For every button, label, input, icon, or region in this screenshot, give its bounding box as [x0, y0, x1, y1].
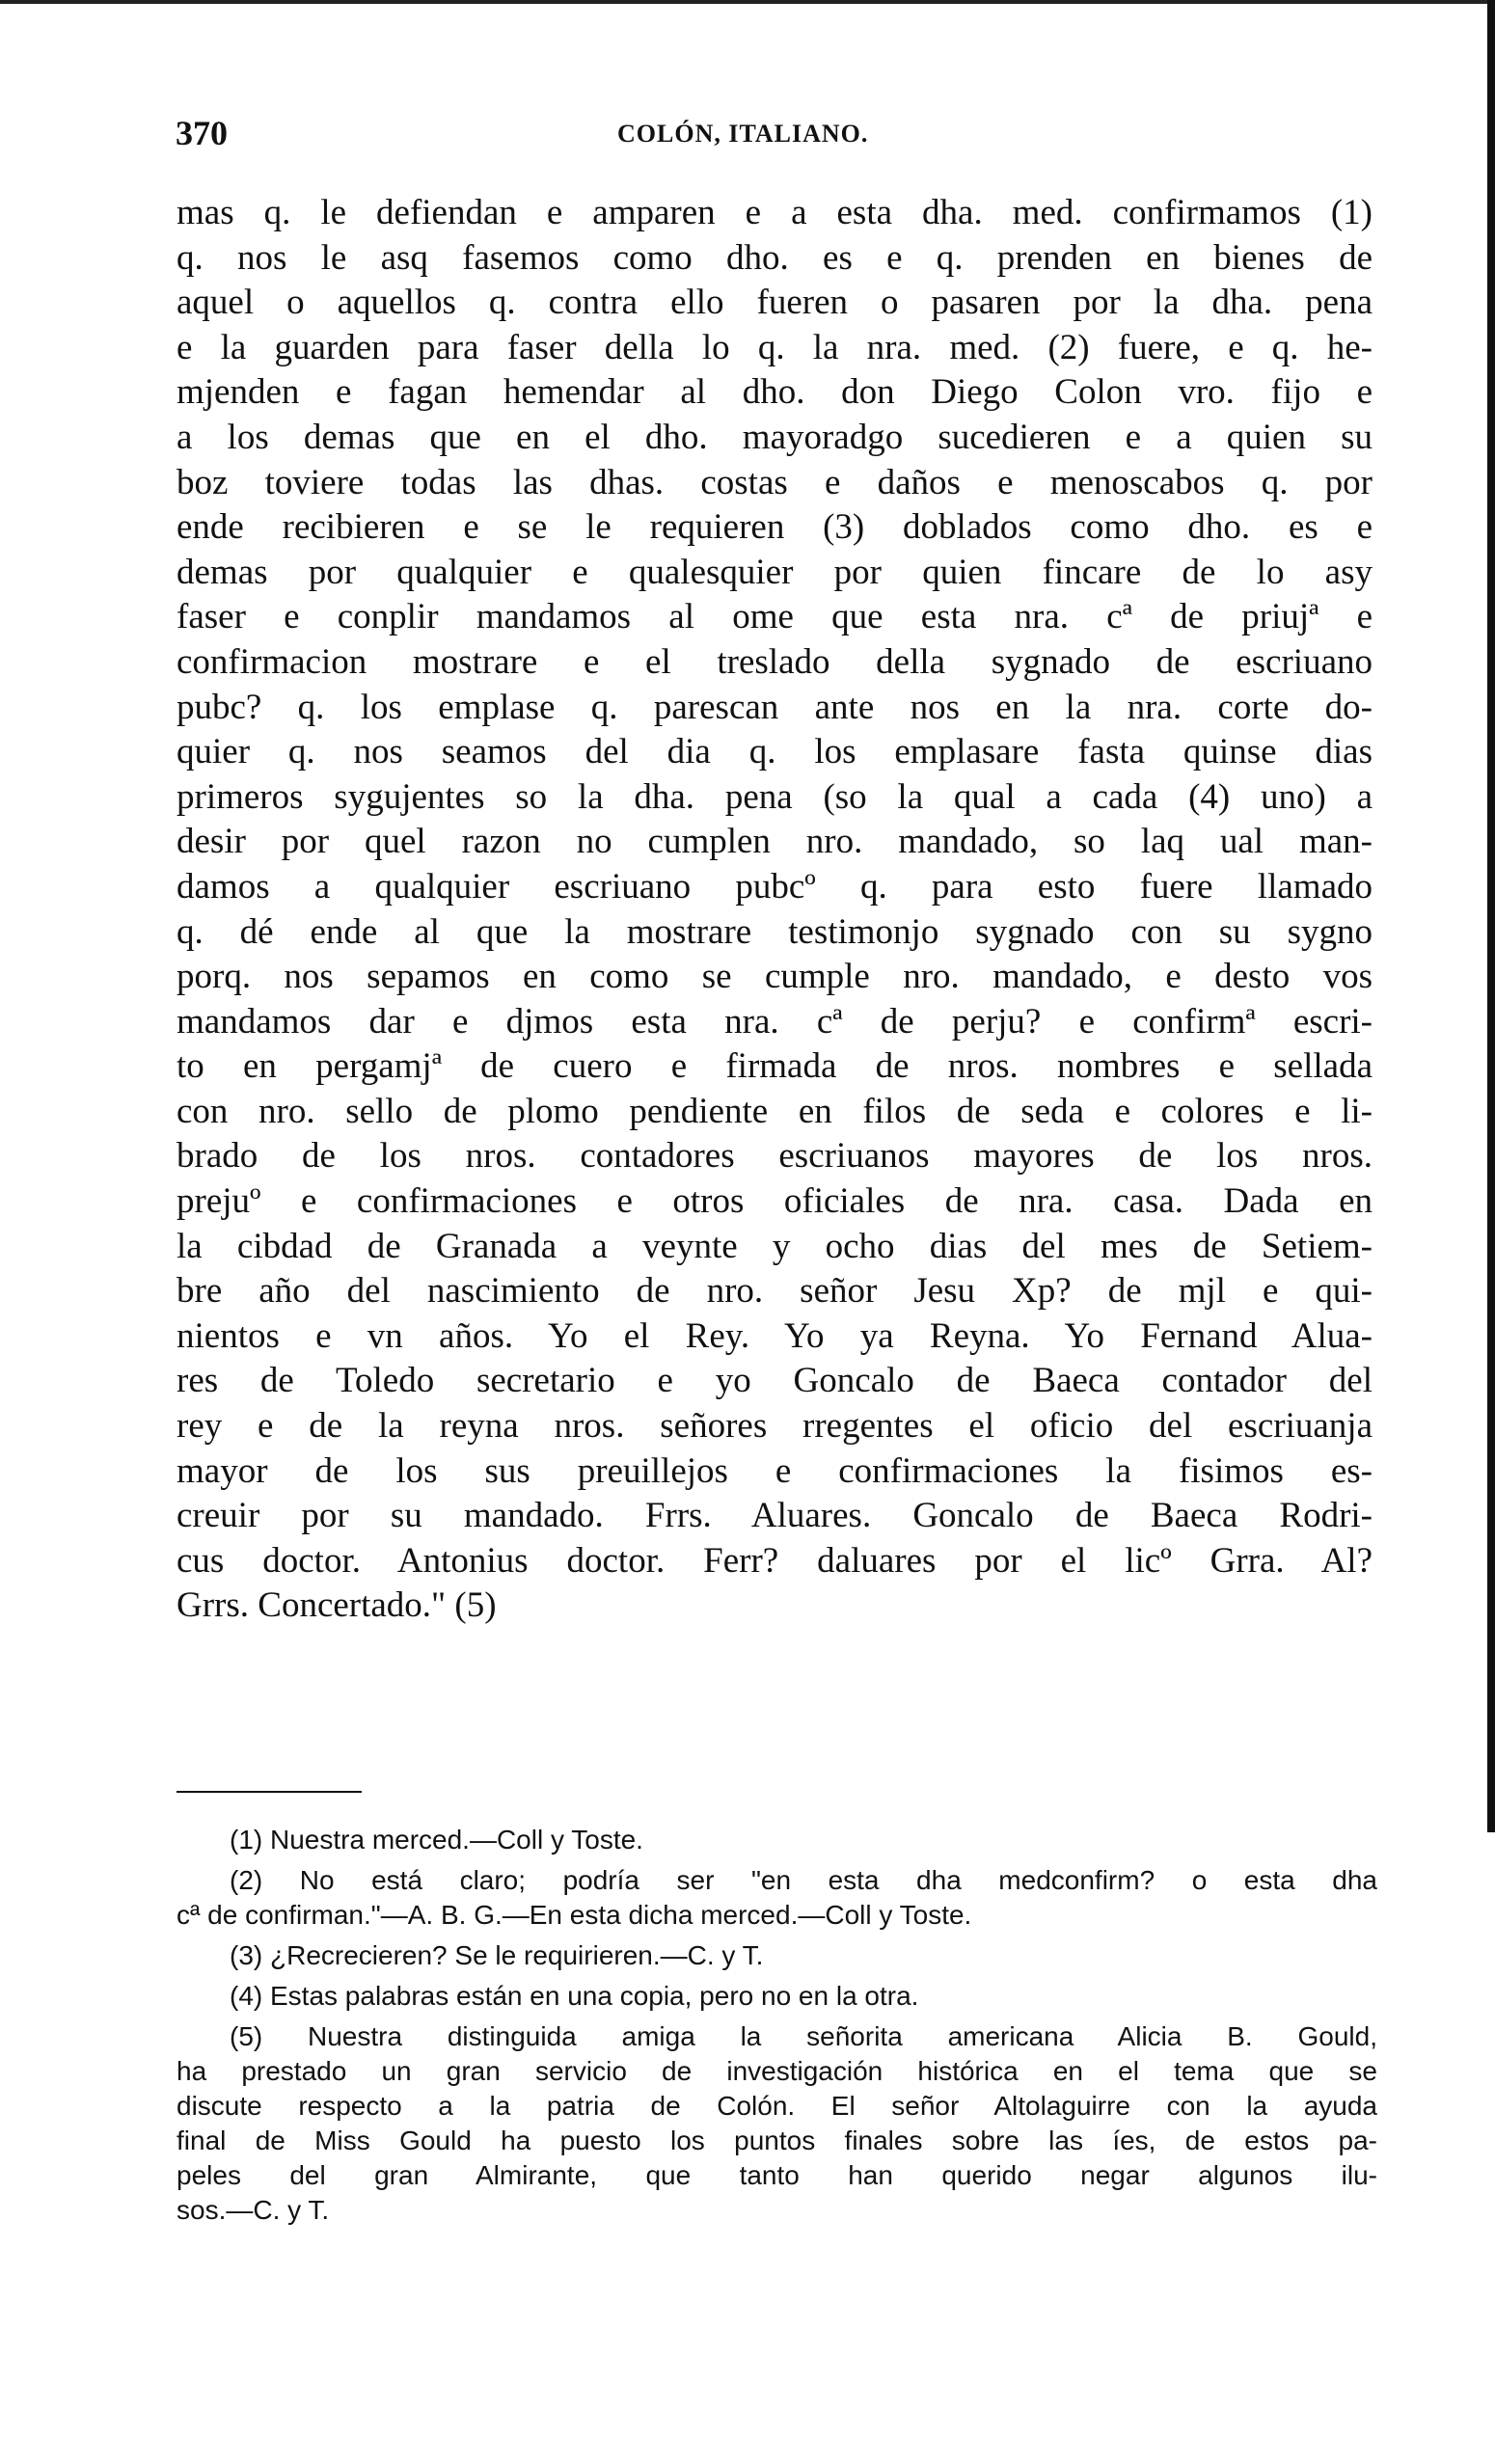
page-number: 370 [176, 114, 228, 152]
footnote [177, 1938, 1377, 1973]
footnote [177, 1979, 1377, 2014]
footnote-line: discute respecto a la patria de Colón. El señor Altolaguirre con la ayuda [177, 2091, 1377, 2121]
body-text [177, 191, 1373, 1629]
body-line: damos a qualquier escriuano pubcº q. para esto fuere llamado [177, 866, 1373, 907]
body-line: mjenden e fagan hemendar al dho. don Diego Colon vro. fijo e [177, 372, 1373, 413]
footnote-line: sos.—C. y T. [177, 2195, 330, 2225]
body-line: bre año del nascimiento de nro. señor Jesu Xp? de mjl e qui- [177, 1271, 1373, 1312]
body-line: cus doctor. Antonius doctor. Ferr? daluares por el licº Grra. Al? [177, 1540, 1373, 1581]
body-line: e la guarden para faser della lo q. la nra. med. (2) fuere, e q. he- [177, 327, 1373, 367]
running-title: COLÓN, ITALIANO. [617, 120, 869, 148]
footnote-line: (5) Nuestra distinguida amiga la señorita americana Alicia B. Gould, [230, 2021, 1377, 2051]
body-line: porq. nos sepamos en como se cumple nro. mandado, e desto vos [177, 957, 1373, 997]
body-line: nientos e vn años. Yo el Rey. Yo ya Reyna. Yo Fernand Alua- [177, 1315, 1373, 1356]
body-line: brado de los nros. contadores escriuanos mayores de los nros. [177, 1136, 1373, 1177]
footnote [177, 1823, 1377, 1857]
body-line: creuir por su mandado. Frrs. Aluares. Goncalo de Baeca Rodri- [177, 1496, 1373, 1536]
footnote-line: (1) Nuestra merced.—Coll y Toste. [230, 1825, 643, 1855]
body-line: rey e de la reyna nros. señores rregentes el oficio del escriuanja [177, 1406, 1373, 1447]
body-line: desir por quel razon no cumplen nro. mandado, so laq ual man- [177, 822, 1373, 862]
footnote-line: ha prestado un gran servicio de investigación histórica en el tema que se [177, 2056, 1377, 2086]
footnote-line: final de Miss Gould ha puesto los puntos finales sobre las íes, de estos pa- [177, 2126, 1377, 2155]
body-line: mas q. le defiendan e amparen e a esta dha. med. confirmamos (1) [177, 193, 1373, 232]
body-line: a los demas que en el dho. mayoradgo sucedieren e a quien su [177, 417, 1373, 457]
footnote-line: (2) No está claro; podría ser "en esta dha medconfirm? o esta dha [230, 1865, 1377, 1895]
footnote-line: (4) Estas palabras están en una copia, pero no en la otra. [230, 1981, 919, 2011]
footnotes [177, 1823, 1377, 2234]
body-line: q. nos le asq fasemos como dho. es e q. prenden en bienes de [177, 237, 1373, 278]
footnote [177, 2019, 1377, 2228]
body-line: primeros sygujentes so la dha. pena (so la qual a cada (4) uno) a [177, 776, 1373, 817]
footnote-separator [177, 1791, 362, 1793]
body-line: Grrs. Concertado." (5) [177, 1585, 497, 1626]
body-line: mandamos dar e djmos esta nra. cª de perju? e confirmª escri- [177, 1001, 1373, 1042]
top-border-rule [0, 0, 1490, 4]
body-line: to en pergamjª de cuero e firmada de nros. nombres e sellada [177, 1046, 1373, 1087]
body-line: prejuº e confirmaciones e otros oficiales de nra. casa. Dada en [177, 1181, 1373, 1222]
body-line: demas por qualquier e qualesquier por quien fincare de lo asy [177, 552, 1373, 592]
body-line: q. dé ende al que la mostrare testimonjo sygnado con su sygno [177, 911, 1373, 952]
footnote-line: cª de confirman."—A. B. G.—En esta dicha merced.—Coll y Toste. [177, 1900, 972, 1930]
body-line: faser e conplir mandamos al ome que esta nra. cª de priujª e [177, 597, 1373, 637]
body-line: aquel o aquellos q. contra ello fueren o pasaren por la dha. pena [177, 283, 1373, 323]
body-line: confirmacion mostrare e el treslado della sygnado de escriuano [177, 641, 1373, 682]
body-line: ende recibieren e se le requieren (3) doblados como dho. es e [177, 507, 1373, 548]
body-line: pubc? q. los emplase q. parescan ante nos en la nra. corte do- [177, 687, 1373, 727]
body-line: la cibdad de Granada a veynte y ocho dias del mes de Setiem- [177, 1226, 1373, 1266]
body-line: mayor de los sus preuillejos e confirmaciones la fisimos es- [177, 1450, 1373, 1491]
body-line: con nro. sello de plomo pendiente en filos de seda e colores e li- [177, 1091, 1373, 1131]
page-edge-shadow [1487, 0, 1495, 1832]
footnote-line: (3) ¿Recrecieren? Se le requirieren.—C. y T. [230, 1940, 764, 1970]
footnote-line: peles del gran Almirante, que tanto han querido negar algunos ilu- [177, 2160, 1377, 2190]
footnote [177, 1863, 1377, 1933]
body-line: res de Toledo secretario e yo Goncalo de Baeca contador del [177, 1361, 1373, 1401]
body-line: quier q. nos seamos del dia q. los emplasare fasta quinse dias [177, 732, 1373, 772]
body-line: boz toviere todas las dhas. costas e daños e menoscabos q. por [177, 462, 1373, 502]
